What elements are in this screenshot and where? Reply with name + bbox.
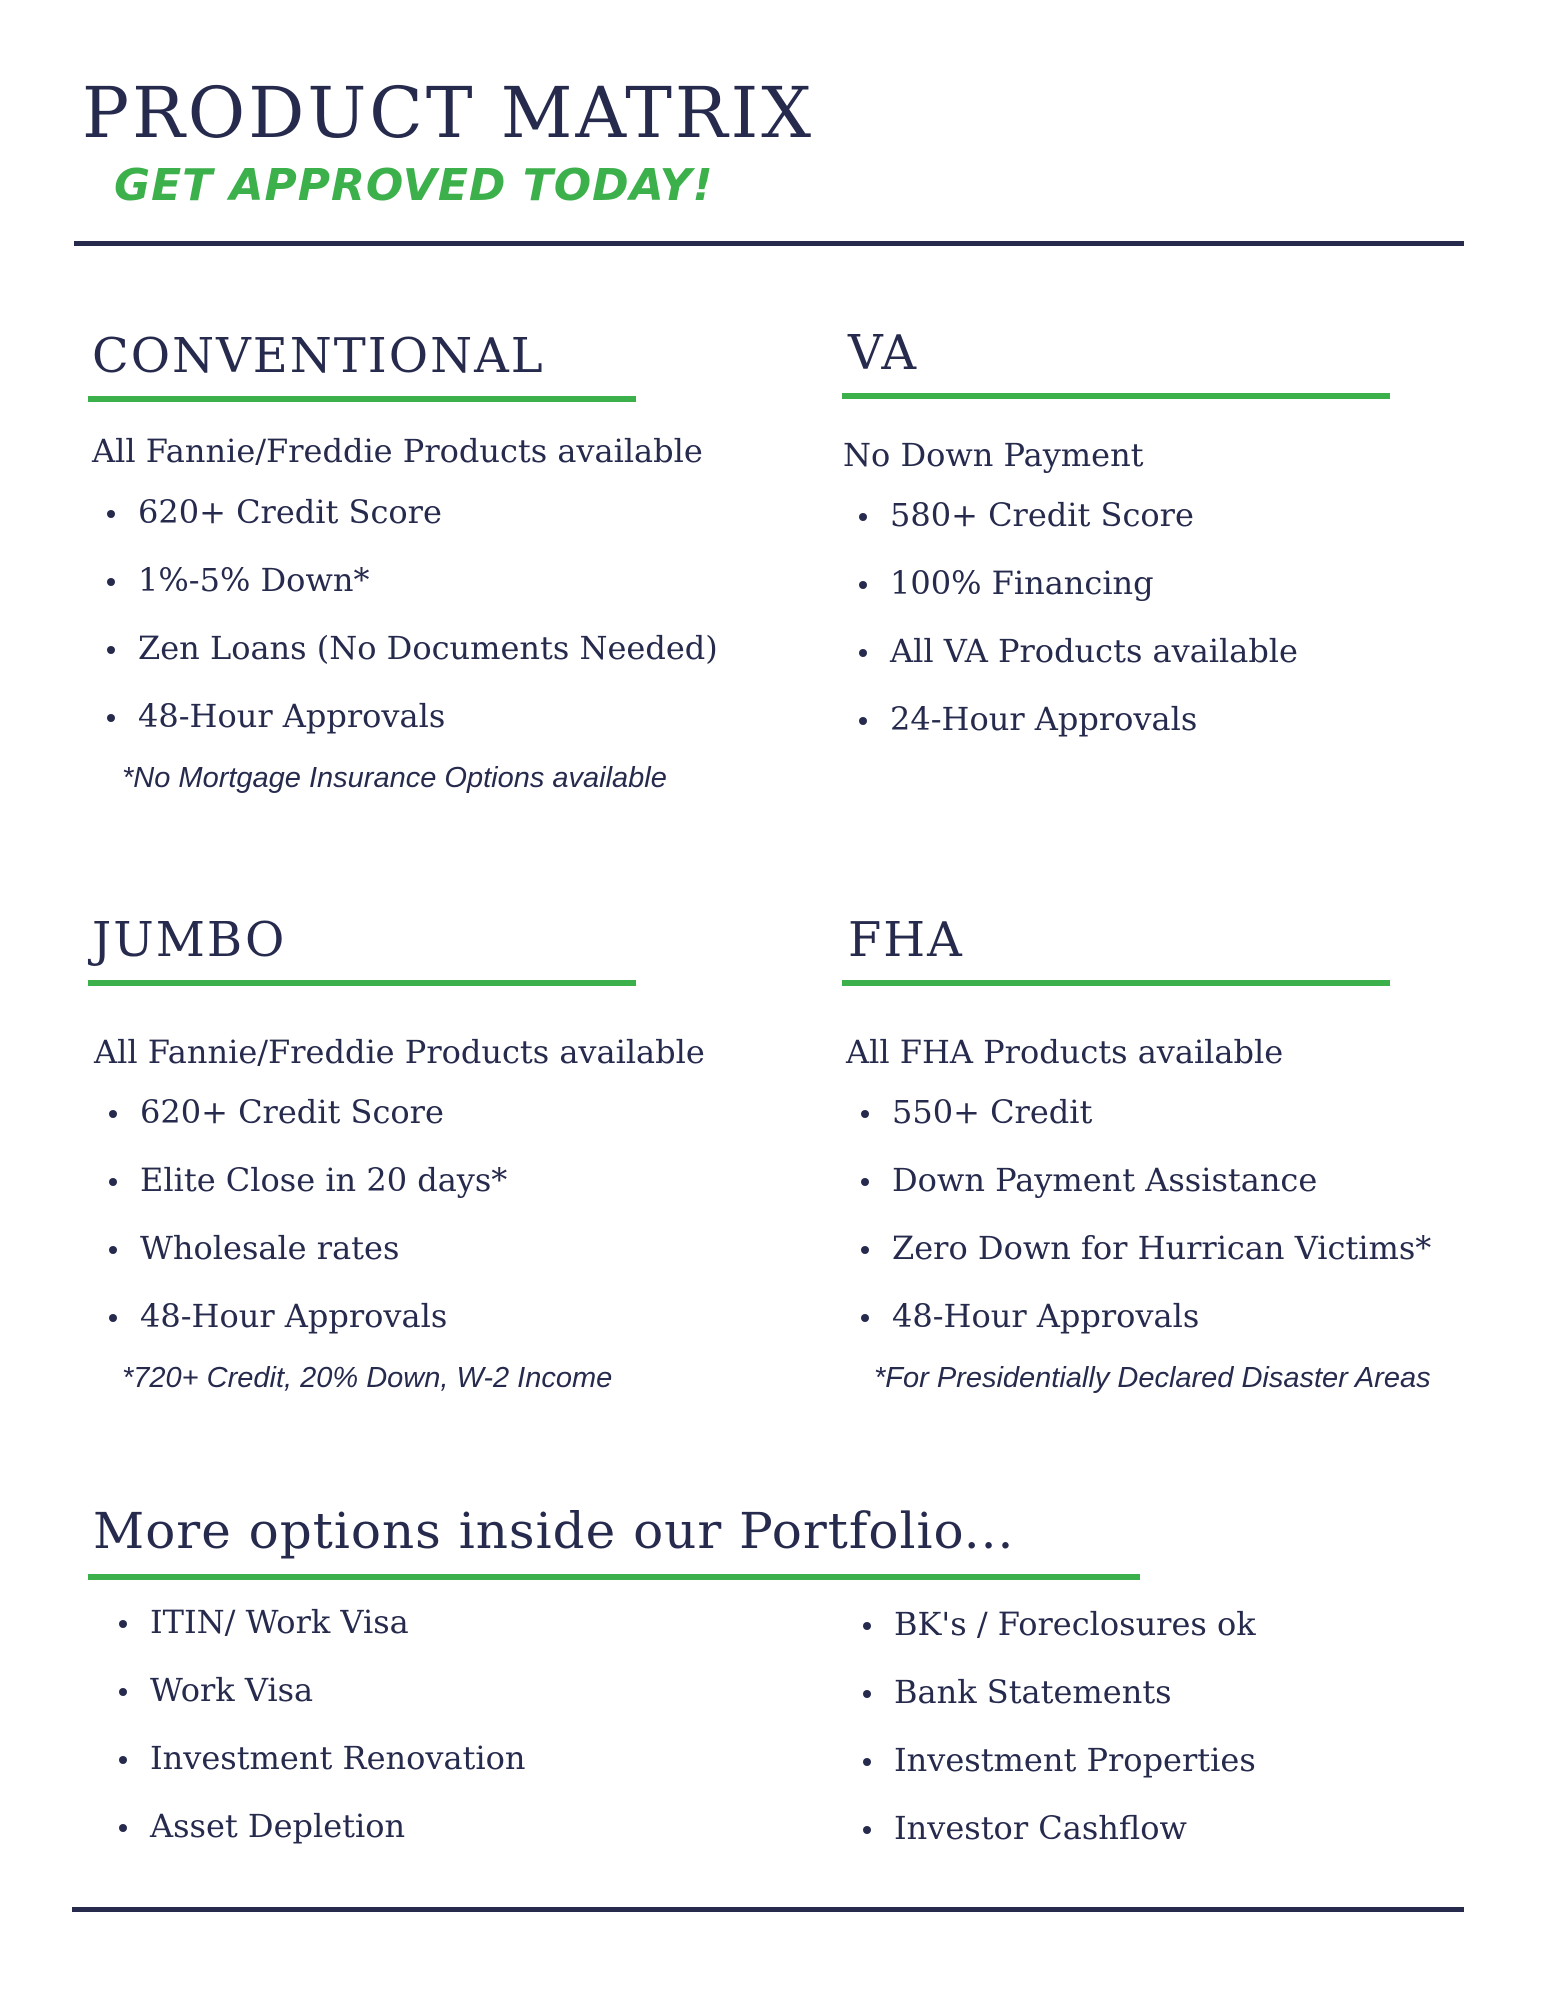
more-options-title: More options inside our Portfolio... [93, 1502, 1015, 1560]
conventional-title: CONVENTIONAL [92, 328, 545, 384]
more-options-right-list [860, 1604, 1256, 1876]
list-item: 550+ Credit [858, 1092, 1431, 1160]
page-title: PRODUCT MATRIX [82, 72, 815, 154]
va-title: VA [848, 325, 919, 381]
list-item: 580+ Credit Score [856, 495, 1298, 563]
list-item: Wholesale rates [106, 1228, 507, 1296]
page-subtitle: GET APPROVED TODAY! [114, 160, 714, 211]
conventional-list [104, 492, 718, 764]
fha-title: FHA [848, 912, 964, 968]
list-item: Asset Depletion [116, 1806, 526, 1874]
va-underline [842, 393, 1390, 399]
list-item: Down Payment Assistance [858, 1160, 1431, 1228]
jumbo-note: *720+ Credit, 20% Down, W-2 Income [122, 1362, 613, 1394]
jumbo-title: JUMBO [92, 912, 287, 968]
more-options-underline [88, 1574, 1140, 1580]
list-item: Zen Loans (No Documents Needed) [104, 628, 718, 696]
list-item: 48-Hour Approvals [858, 1296, 1431, 1364]
list-item: 620+ Credit Score [106, 1092, 507, 1160]
more-options-left-list [116, 1602, 526, 1874]
list-item: BK's / Foreclosures ok [860, 1604, 1256, 1672]
jumbo-list [106, 1092, 507, 1364]
list-item: Zero Down for Hurrican Victims* [858, 1228, 1431, 1296]
list-item: Elite Close in 20 days* [106, 1160, 507, 1228]
footer-divider [72, 1907, 1464, 1912]
conventional-intro: All Fannie/Freddie Products available [92, 432, 703, 470]
list-item: ITIN/ Work Visa [116, 1602, 526, 1670]
fha-list [858, 1092, 1431, 1364]
list-item: Bank Statements [860, 1672, 1256, 1740]
list-item: Work Visa [116, 1670, 526, 1738]
jumbo-intro: All Fannie/Freddie Products available [94, 1033, 705, 1071]
conventional-note: *No Mortgage Insurance Options available [122, 762, 667, 794]
list-item: All VA Products available [856, 631, 1298, 699]
list-item: 48-Hour Approvals [104, 696, 718, 764]
list-item: Investment Renovation [116, 1738, 526, 1806]
list-item: Investor Cashflow [860, 1808, 1256, 1876]
list-item: Investment Properties [860, 1740, 1256, 1808]
list-item: 620+ Credit Score [104, 492, 718, 560]
va-intro: No Down Payment [843, 436, 1144, 474]
list-item: 1%-5% Down* [104, 560, 718, 628]
list-item: 48-Hour Approvals [106, 1296, 507, 1364]
list-item: 24-Hour Approvals [856, 699, 1298, 767]
va-list [856, 495, 1298, 767]
fha-note: *For Presidentially Declared Disaster Areas [874, 1362, 1431, 1394]
fha-underline [842, 980, 1390, 986]
jumbo-underline [88, 980, 636, 986]
header-divider [74, 241, 1464, 246]
conventional-underline [88, 396, 636, 402]
list-item: 100% Financing [856, 563, 1298, 631]
fha-intro: All FHA Products available [846, 1033, 1284, 1071]
